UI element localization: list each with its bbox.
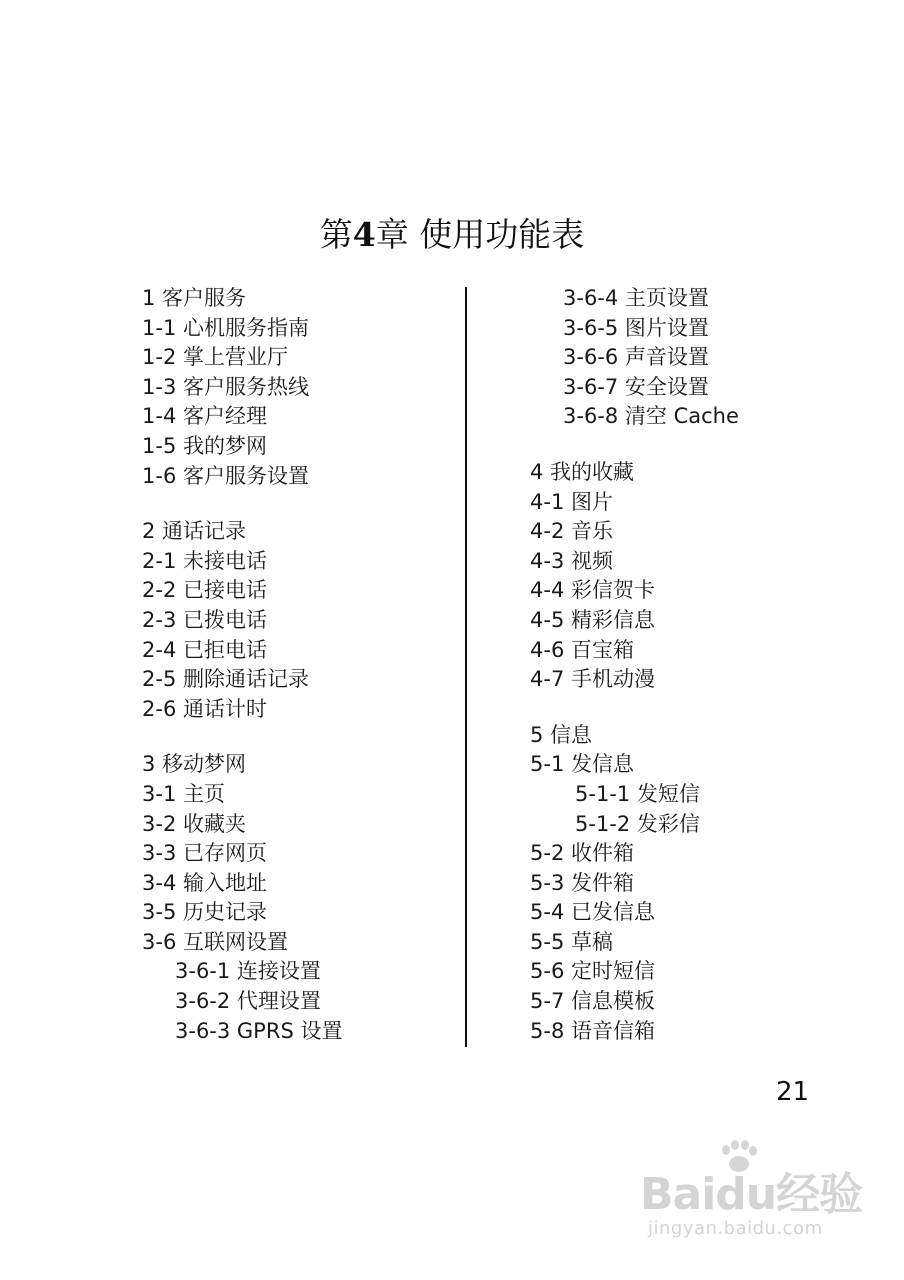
baidu-jingyan-watermark bbox=[640, 1140, 880, 1250]
menu-item: 3-2 收藏夹 bbox=[142, 811, 246, 836]
menu-item: 3-6-5 图片设置 bbox=[563, 315, 709, 340]
menu-item: 5-6 定时短信 bbox=[530, 959, 655, 984]
watermark-url: jingyan.baidu.com bbox=[648, 1218, 823, 1239]
menu-item: 3-6-2 代理设置 bbox=[175, 989, 321, 1014]
menu-item: 1-4 客户经理 bbox=[142, 404, 267, 429]
menu-item: 1-2 掌上营业厅 bbox=[142, 345, 288, 370]
watermark-logo-text: Baidu经验 bbox=[640, 1169, 863, 1220]
menu-item: 2-1 未接电话 bbox=[142, 548, 267, 573]
menu-item: 5-1-1 发短信 bbox=[575, 781, 700, 806]
menu-item: 4-1 图片 bbox=[530, 489, 613, 514]
menu-item: 3 移动梦网 bbox=[142, 752, 247, 777]
title-prefix: 第 bbox=[319, 215, 353, 254]
menu-item: 4-3 视频 bbox=[530, 548, 613, 573]
menu-item: 5-5 草稿 bbox=[530, 929, 613, 954]
menu-item: 3-6 互联网设置 bbox=[142, 929, 288, 954]
menu-item: 2-5 删除通话记录 bbox=[142, 667, 309, 692]
menu-item: 3-3 已存网页 bbox=[142, 841, 267, 866]
menu-item: 5-3 发件箱 bbox=[530, 870, 634, 895]
menu-item: 3-6-7 安全设置 bbox=[563, 374, 709, 399]
menu-item: 5-1 发信息 bbox=[530, 752, 634, 777]
menu-item: 4-4 彩信贺卡 bbox=[530, 578, 655, 603]
menu-item: 1-5 我的梦网 bbox=[142, 433, 267, 458]
menu-item: 5 信息 bbox=[530, 722, 593, 747]
menu-item: 4-6 百宝箱 bbox=[530, 637, 634, 662]
menu-item: 5-2 收件箱 bbox=[530, 841, 634, 866]
menu-item: 3-6-1 连接设置 bbox=[175, 959, 321, 984]
menu-item: 4-2 音乐 bbox=[530, 519, 613, 544]
menu-item: 1-6 客户服务设置 bbox=[142, 463, 309, 488]
column-divider bbox=[465, 287, 467, 1047]
menu-item: 5-4 已发信息 bbox=[530, 900, 655, 925]
menu-item: 3-6-8 清空 Cache bbox=[563, 404, 739, 429]
menu-item: 5-1-2 发彩信 bbox=[575, 811, 700, 836]
menu-item: 3-5 历史记录 bbox=[142, 900, 267, 925]
menu-item: 5-8 语音信箱 bbox=[530, 1018, 655, 1043]
menu-item: 2-4 已拒电话 bbox=[142, 637, 267, 662]
menu-item: 2-3 已拨电话 bbox=[142, 607, 267, 632]
title-suffix: 章 使用功能表 bbox=[375, 215, 585, 254]
menu-item: 1 客户服务 bbox=[142, 286, 247, 310]
menu-item: 3-1 主页 bbox=[142, 781, 225, 806]
menu-item: 2-6 通话计时 bbox=[142, 696, 267, 721]
menu-item: 1-3 客户服务热线 bbox=[142, 374, 309, 399]
right-column-menu-list bbox=[530, 284, 739, 1046]
menu-item: 3-4 输入地址 bbox=[142, 870, 267, 895]
page-number: 21 bbox=[776, 1077, 810, 1107]
menu-item: 4 我的收藏 bbox=[530, 459, 635, 484]
menu-item: 2 通话记录 bbox=[142, 519, 247, 544]
menu-item: 2-2 已接电话 bbox=[142, 578, 267, 603]
left-column-menu-list bbox=[142, 284, 342, 1046]
menu-item: 3-6-3 GPRS 设置 bbox=[175, 1018, 343, 1043]
menu-item: 4-7 手机动漫 bbox=[530, 667, 655, 692]
title-chapter-number: 4 bbox=[352, 215, 376, 254]
menu-item: 1-1 心机服务指南 bbox=[142, 315, 309, 340]
menu-item: 5-7 信息模板 bbox=[530, 989, 655, 1014]
menu-item: 3-6-4 主页设置 bbox=[563, 286, 709, 310]
chapter-title bbox=[0, 212, 904, 258]
menu-item: 3-6-6 声音设置 bbox=[563, 345, 709, 370]
menu-item: 4-5 精彩信息 bbox=[530, 607, 655, 632]
